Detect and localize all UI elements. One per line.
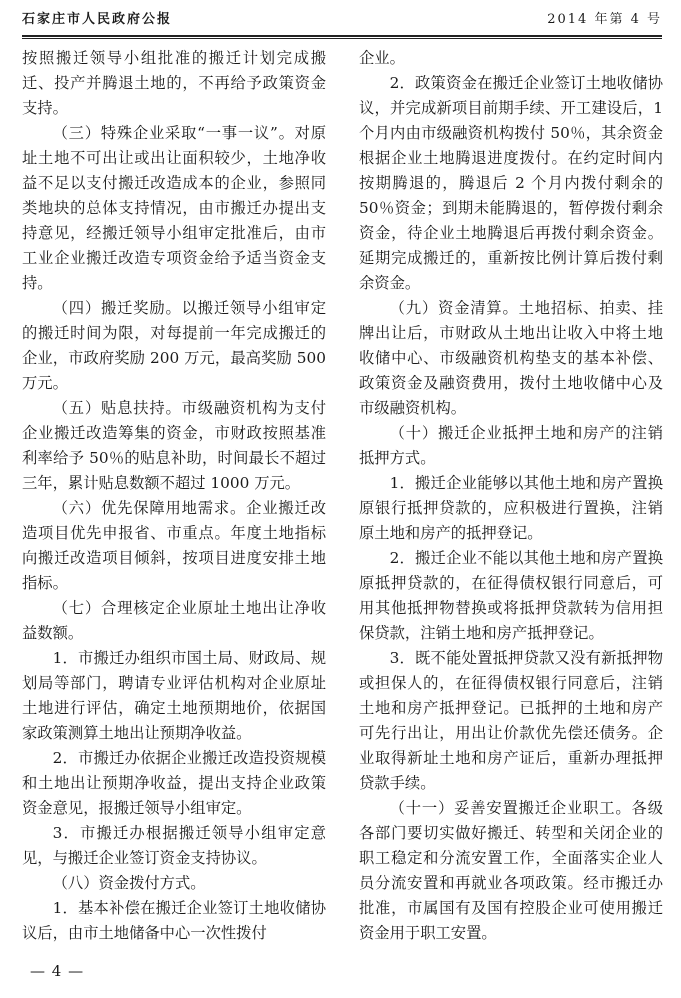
- publication-title: 石家庄市人民政府公报: [22, 12, 173, 27]
- paragraph: （九）资金清算。土地招标、拍卖、挂牌出让后，市财政从土地出让收入中将土地收储中心、市级融资机构垫支的基本补偿、政策资金及融资费用，拨付土地收储中心及市级融资机构。: [359, 299, 663, 417]
- paragraph: （五）贴息扶持。市级融资机构为支付企业搬迁改造筹集的资金，市财政按照基准利率给予 50％的贴息补助，时间最长不超过三年，累计贴息数额不超过 1000 万元。: [22, 399, 326, 492]
- paragraph: （十）搬迁企业抵押土地和房产的注销抵押方式。: [359, 424, 663, 467]
- paragraph: 2．搬迁企业不能以其他土地和房产置换原抵押贷款的，在征得债权银行同意后，可用其他抵押物替换或将抵押贷款转为信用担保贷款，注销土地和房产抵押登记。: [359, 549, 663, 642]
- paragraph: （七）合理核定企业原址土地出让净收益数额。: [22, 599, 326, 642]
- paragraph: （六）优先保障用地需求。企业搬迁改造项目优先申报省、市重点。年度土地指标向搬迁改造项目倾斜，按项目进度安排土地指标。: [22, 499, 326, 592]
- paragraph: （八）资金拨付方式。: [52, 874, 206, 892]
- header-rule-thin: [22, 38, 662, 39]
- paragraph: 2．市搬迁办依据企业搬迁改造投资规模和土地出让预期净收益，提出支持企业政策资金意见，报搬迁领导小组审定。: [22, 749, 326, 817]
- paragraph: 3．市搬迁办根据搬迁领导小组审定意见，与搬迁企业签订资金支持协议。: [22, 824, 326, 867]
- issue-number: 2014 年第 4 号: [547, 12, 662, 27]
- paragraph: 1．搬迁企业能够以其他土地和房产置换原银行抵押贷款的，应积极进行置换，注销原土地和房产的抵押登记。: [359, 474, 663, 542]
- paragraph: 企业。: [359, 49, 405, 67]
- page-header: [22, 8, 662, 32]
- paragraph: （四）搬迁奖励。以搬迁领导小组审定的搬迁时间为限，对每提前一年完成搬迁的企业，市政府奖励 200 万元，最高奖励 500 万元。: [22, 299, 326, 392]
- paragraph: 1．基本补偿在搬迁企业签订土地收储协议后，由市土地储备中心一次性拨付: [22, 899, 326, 942]
- paragraph: （十一）妥善安置搬迁企业职工。各级各部门要切实做好搬迁、转型和关闭企业的职工稳定和分流安置工作，全面落实企业人员分流安置和再就业各项政策。经市搬迁办批准，市属国有及国有控股企业可使用搬迁资金用于职工安置。: [359, 799, 663, 942]
- paragraph: 按照搬迁领导小组批准的搬迁计划完成搬迁、投产并腾退土地的，不再给予政策资金支持。: [22, 49, 326, 117]
- left-column: [22, 46, 326, 946]
- page-number: — 4 —: [30, 962, 85, 980]
- paragraph: （三）特殊企业采取“一事一议”。对原址土地不可出让或出让面积较少，土地净收益不足以支付搬迁改造成本的企业，参照同类地块的总体支持情况，由市搬迁办提出支持意见，经搬迁领导小组审定批准后，由市工业企业搬迁改造专项资金给予适当资金支持。: [22, 124, 326, 292]
- right-column: [359, 46, 663, 946]
- paragraph: 1．市搬迁办组织市国土局、财政局、规划局等部门，聘请专业评估机构对企业原址土地进行评估，确定土地预期地价，依据国家政策测算土地出让预期净收益。: [22, 649, 326, 742]
- paragraph: 2．政策资金在搬迁企业签订土地收储协议，并完成新项目前期手续、开工建设后，1 个月内由市级融资机构拨付 50％，其余资金根据企业土地腾退进度拨付。在约定时间内按期腾退的，腾退后 2 个月内拨付剩余的 50％资金；到期未能腾退的，暂停拨付剩余资金，待企业土地腾退后再拨付剩余资金。延期完成搬迁的，重新按比例计算后拨付剩余资金。: [359, 74, 663, 292]
- header-rule-thick: [22, 35, 662, 37]
- paragraph: 3．既不能处置抵押贷款又没有新抵押物或担保人的，在征得债权银行同意后，注销土地和房产抵押登记。已抵押的土地和房产可先行出让，用出让价款优先偿还债务。企业取得新址土地和房产证后，重新办理抵押贷款手续。: [359, 649, 663, 792]
